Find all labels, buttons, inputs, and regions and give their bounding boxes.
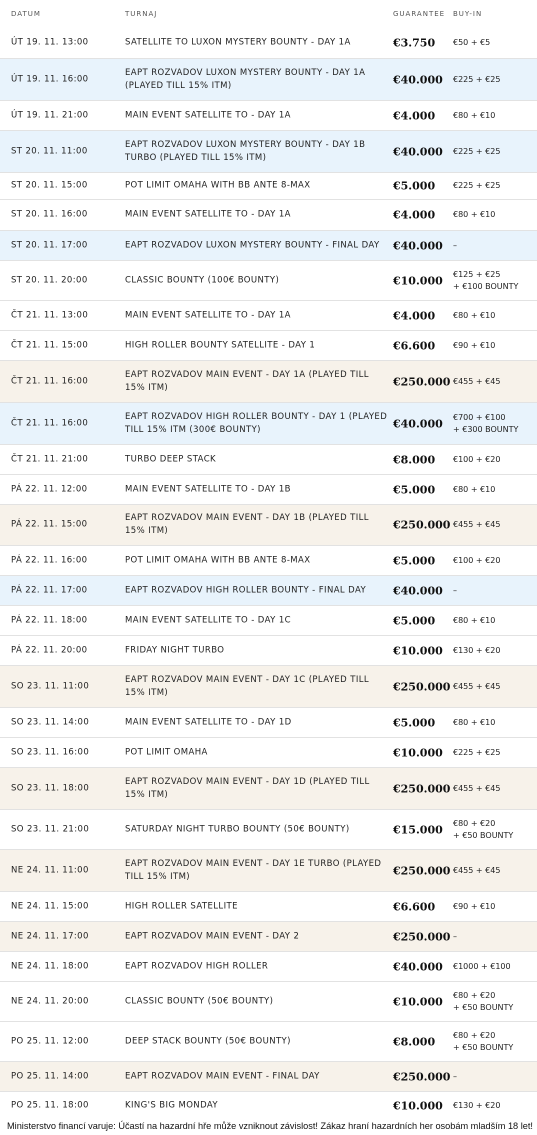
gambling-disclaimer: Ministerstvo financí varuje: Účastí na hazardní hře může vzniknout závislost! Zákaz hraní hazardních her osobám mladším 18 let! (0, 1117, 537, 1135)
row-buyin: €225 + €25 (453, 74, 501, 84)
table-row (0, 1092, 537, 1120)
row-tournament-name: KING'S BIG MONDAY (125, 1100, 219, 1110)
table-row (0, 982, 537, 1022)
row-date: ST 20. 11. 16:00 (11, 209, 88, 220)
row-guarantee: €250.000 (393, 375, 451, 388)
row-guarantee: €40.000 (393, 417, 443, 430)
row-buyin: – (453, 931, 457, 941)
row-date: ST 20. 11. 15:00 (11, 180, 88, 191)
row-tournament-name: MAIN EVENT SATELLITE TO - DAY 1C (125, 615, 291, 625)
table-row (0, 952, 537, 982)
row-guarantee: €6.600 (393, 900, 436, 913)
row-date: NE 24. 11. 17:00 (11, 931, 89, 941)
row-date: PÁ 22. 11. 12:00 (11, 484, 88, 494)
row-date: NE 24. 11. 15:00 (11, 901, 89, 911)
table-row (0, 738, 537, 768)
row-date: SO 23. 11. 11:00 (11, 681, 90, 691)
row-buyin: €130 + €20 (453, 1100, 501, 1110)
row-buyin: €455 + €45 (453, 520, 501, 529)
row-date: PÁ 22. 11. 17:00 (11, 585, 88, 595)
row-buyin: €80 + €10 (453, 110, 496, 120)
row-tournament-name: CLASSIC BOUNTY (50€ BOUNTY) (125, 996, 274, 1006)
table-row (0, 546, 537, 576)
table-row (0, 101, 537, 131)
table-row (0, 403, 537, 445)
row-buyin: €130 + €20 (453, 645, 501, 655)
row-date: ČT 21. 11. 15:00 (11, 340, 89, 350)
row-buyin: €225 + €25 (453, 181, 501, 190)
row-date: PÁ 22. 11. 16:00 (11, 555, 88, 565)
row-tournament-name: MAIN EVENT SATELLITE TO - DAY 1A (125, 110, 291, 120)
table-row (0, 475, 537, 505)
row-guarantee: €4.000 (393, 309, 436, 322)
table-row (0, 922, 537, 952)
table-row (0, 331, 537, 361)
row-guarantee: €8.000 (393, 453, 436, 466)
header-guarantee: GUARANTEE (393, 10, 446, 18)
table-row (0, 606, 537, 636)
row-buyin: – (453, 1071, 457, 1081)
row-tournament-name: EAPT ROZVADOV MAIN EVENT - DAY 1B (PLAYED TILL 15% ITM) (125, 513, 369, 536)
row-date: ČT 21. 11. 16:00 (11, 376, 89, 386)
row-buyin: €455 + €45 (453, 681, 501, 691)
row-buyin: €1000 + €100 (453, 961, 511, 971)
row-guarantee: €8.000 (393, 1035, 436, 1048)
table-row (0, 850, 537, 892)
header-tournament: TURNAJ (125, 10, 158, 18)
row-guarantee: €5.000 (393, 554, 436, 567)
table-row (0, 576, 537, 606)
row-tournament-name: FRIDAY NIGHT TURBO (125, 645, 225, 655)
row-guarantee: €5.000 (393, 483, 436, 496)
row-guarantee: €15.000 (393, 823, 443, 836)
row-tournament-name: POT LIMIT OMAHA WITH BB ANTE 8-MAX (125, 555, 311, 565)
row-date: ÚT 19. 11. 21:00 (11, 110, 89, 120)
table-row (0, 445, 537, 475)
row-date: ST 20. 11. 17:00 (11, 240, 88, 250)
row-buyin: €455 + €45 (453, 783, 501, 793)
row-date: ST 20. 11. 11:00 (11, 146, 88, 156)
row-date: SO 23. 11. 21:00 (11, 824, 90, 834)
row-buyin: €80 + €20 + €50 BOUNTY (453, 1030, 514, 1052)
row-tournament-name: HIGH ROLLER SATELLITE (125, 901, 238, 911)
row-date: SO 23. 11. 18:00 (11, 783, 90, 793)
row-guarantee: €10.000 (393, 746, 443, 759)
table-row (0, 666, 537, 708)
row-tournament-name: EAPT ROZVADOV MAIN EVENT - DAY 1C (PLAYED TILL 15% ITM) (125, 674, 370, 698)
row-guarantee: €5.000 (393, 716, 436, 729)
table-row (0, 708, 537, 738)
row-guarantee: €4.000 (393, 109, 436, 122)
row-guarantee: €40.000 (393, 239, 443, 252)
row-tournament-name: POT LIMIT OMAHA WITH BB ANTE 8-MAX (125, 180, 311, 191)
row-guarantee: €250.000 (393, 680, 451, 693)
table-row (0, 1062, 537, 1092)
row-tournament-name: HIGH ROLLER BOUNTY SATELLITE - DAY 1 (125, 340, 316, 350)
row-buyin: €80 + €10 (453, 484, 496, 494)
table-row (0, 231, 537, 261)
row-date: NE 24. 11. 11:00 (11, 865, 89, 875)
table-row (0, 261, 537, 301)
row-tournament-name: DEEP STACK BOUNTY (50€ BOUNTY) (125, 1036, 291, 1046)
row-date: PO 25. 11. 12:00 (11, 1036, 89, 1046)
table-row (0, 505, 537, 546)
row-tournament-name: POT LIMIT OMAHA (125, 747, 208, 757)
row-guarantee: €10.000 (393, 274, 443, 287)
row-buyin: €700 + €100 + €300 BOUNTY (453, 412, 519, 434)
table-row (0, 636, 537, 666)
header-buyin: BUY-IN (453, 10, 483, 18)
row-tournament-name: SATURDAY NIGHT TURBO BOUNTY (50€ BOUNTY) (125, 824, 350, 834)
row-guarantee: €250.000 (393, 864, 451, 877)
row-guarantee: €40.000 (393, 960, 443, 973)
row-tournament-name: MAIN EVENT SATELLITE TO - DAY 1A (125, 310, 291, 320)
table-row (0, 1022, 537, 1062)
row-buyin: €80 + €10 (453, 310, 496, 320)
row-guarantee: €250.000 (393, 930, 451, 943)
table-row (0, 28, 537, 59)
row-date: ÚT 19. 11. 13:00 (11, 37, 89, 48)
row-tournament-name: MAIN EVENT SATELLITE TO - DAY 1A (125, 209, 291, 220)
row-guarantee: €5.000 (393, 614, 436, 627)
row-date: ČT 21. 11. 13:00 (11, 310, 89, 320)
row-guarantee: €250.000 (393, 1070, 451, 1083)
row-guarantee: €4.000 (393, 208, 436, 222)
row-guarantee: €40.000 (393, 584, 443, 597)
row-buyin: €455 + €45 (453, 376, 501, 386)
row-guarantee: €40.000 (393, 145, 443, 158)
table-row (0, 59, 537, 101)
row-date: ČT 21. 11. 16:00 (11, 418, 89, 428)
row-buyin: €50 + €5 (453, 38, 491, 47)
row-date: PO 25. 11. 18:00 (11, 1100, 89, 1110)
row-tournament-name: EAPT ROZVADOV HIGH ROLLER (125, 961, 269, 971)
row-buyin: €80 + €10 (453, 615, 496, 625)
row-guarantee: €5.000 (393, 179, 436, 193)
row-buyin: – (453, 240, 457, 250)
row-buyin: – (453, 585, 457, 595)
table-row (0, 301, 537, 331)
row-tournament-name: EAPT ROZVADOV MAIN EVENT - DAY 1D (PLAYED TILL 15% ITM) (125, 776, 370, 800)
row-date: NE 24. 11. 18:00 (11, 961, 89, 971)
table-header (0, 0, 537, 29)
table-row (0, 892, 537, 922)
row-buyin: €80 + €20 + €50 BOUNTY (453, 818, 514, 840)
row-date: NE 24. 11. 20:00 (11, 996, 89, 1006)
row-tournament-name: EAPT ROZVADOV MAIN EVENT - DAY 1E TURBO (PLAYED TILL 15% ITM) (125, 858, 382, 882)
header-date: DATUM (11, 10, 41, 18)
row-tournament-name: MAIN EVENT SATELLITE TO - DAY 1D (125, 717, 292, 727)
row-date: ST 20. 11. 20:00 (11, 275, 88, 285)
row-buyin: €225 + €25 (453, 747, 501, 757)
row-guarantee: €10.000 (393, 1099, 443, 1112)
row-date: ÚT 19. 11. 16:00 (11, 74, 89, 84)
table-row (0, 200, 537, 231)
table-row (0, 361, 537, 403)
row-tournament-name: EAPT ROZVADOV MAIN EVENT - DAY 1A (PLAYED TILL 15% ITM) (125, 369, 369, 393)
row-tournament-name: SATELLITE TO LUXON MYSTERY BOUNTY - DAY 1A (125, 37, 351, 48)
row-tournament-name: MAIN EVENT SATELLITE TO - DAY 1B (125, 484, 291, 494)
row-tournament-name: EAPT ROZVADOV HIGH ROLLER BOUNTY - FINAL DAY (125, 585, 367, 595)
row-date: PÁ 22. 11. 18:00 (11, 615, 88, 625)
row-guarantee: €3.750 (393, 36, 436, 50)
row-tournament-name: EAPT ROZVADOV HIGH ROLLER BOUNTY - DAY 1 (PLAYED TILL 15% ITM (300€ BOUNTY) (125, 411, 388, 435)
row-date: PÁ 22. 11. 15:00 (11, 519, 88, 530)
row-date: PÁ 22. 11. 20:00 (11, 645, 88, 655)
row-guarantee: €250.000 (393, 782, 451, 795)
row-buyin: €90 + €10 (453, 901, 496, 911)
row-buyin: €100 + €20 (453, 555, 501, 565)
row-buyin: €100 + €20 (453, 454, 501, 464)
row-date: PO 25. 11. 14:00 (11, 1071, 89, 1081)
row-buyin: €125 + €25 + €100 BOUNTY (453, 269, 519, 291)
table-row (0, 768, 537, 810)
row-guarantee: €6.600 (393, 339, 436, 352)
row-buyin: €80 + €10 (453, 717, 496, 727)
row-guarantee: €40.000 (393, 73, 443, 86)
row-guarantee: €250.000 (393, 518, 451, 532)
row-tournament-name: EAPT ROZVADOV LUXON MYSTERY BOUNTY - FINAL DAY (125, 240, 380, 250)
row-tournament-name: EAPT ROZVADOV MAIN EVENT - DAY 2 (125, 931, 300, 941)
row-buyin: €90 + €10 (453, 340, 496, 350)
row-date: SO 23. 11. 16:00 (11, 747, 90, 757)
row-buyin: €455 + €45 (453, 865, 501, 875)
table-row (0, 131, 537, 173)
row-date: SO 23. 11. 14:00 (11, 717, 90, 727)
row-buyin: €80 + €20 + €50 BOUNTY (453, 990, 514, 1012)
table-row (0, 173, 537, 200)
row-tournament-name: EAPT ROZVADOV MAIN EVENT - FINAL DAY (125, 1071, 320, 1081)
row-date: ČT 21. 11. 21:00 (11, 454, 89, 464)
row-guarantee: €10.000 (393, 644, 443, 657)
row-tournament-name: EAPT ROZVADOV LUXON MYSTERY BOUNTY - DAY 1B TURBO (PLAYED TILL 15% ITM) (125, 139, 366, 163)
table-row (0, 810, 537, 850)
row-buyin: €80 + €10 (453, 210, 496, 219)
row-guarantee: €10.000 (393, 995, 443, 1008)
row-tournament-name: EAPT ROZVADOV LUXON MYSTERY BOUNTY - DAY 1A (PLAYED TILL 15% ITM) (125, 67, 366, 91)
row-tournament-name: CLASSIC BOUNTY (100€ BOUNTY) (125, 275, 280, 285)
row-tournament-name: TURBO DEEP STACK (125, 454, 217, 464)
row-buyin: €225 + €25 (453, 146, 501, 156)
